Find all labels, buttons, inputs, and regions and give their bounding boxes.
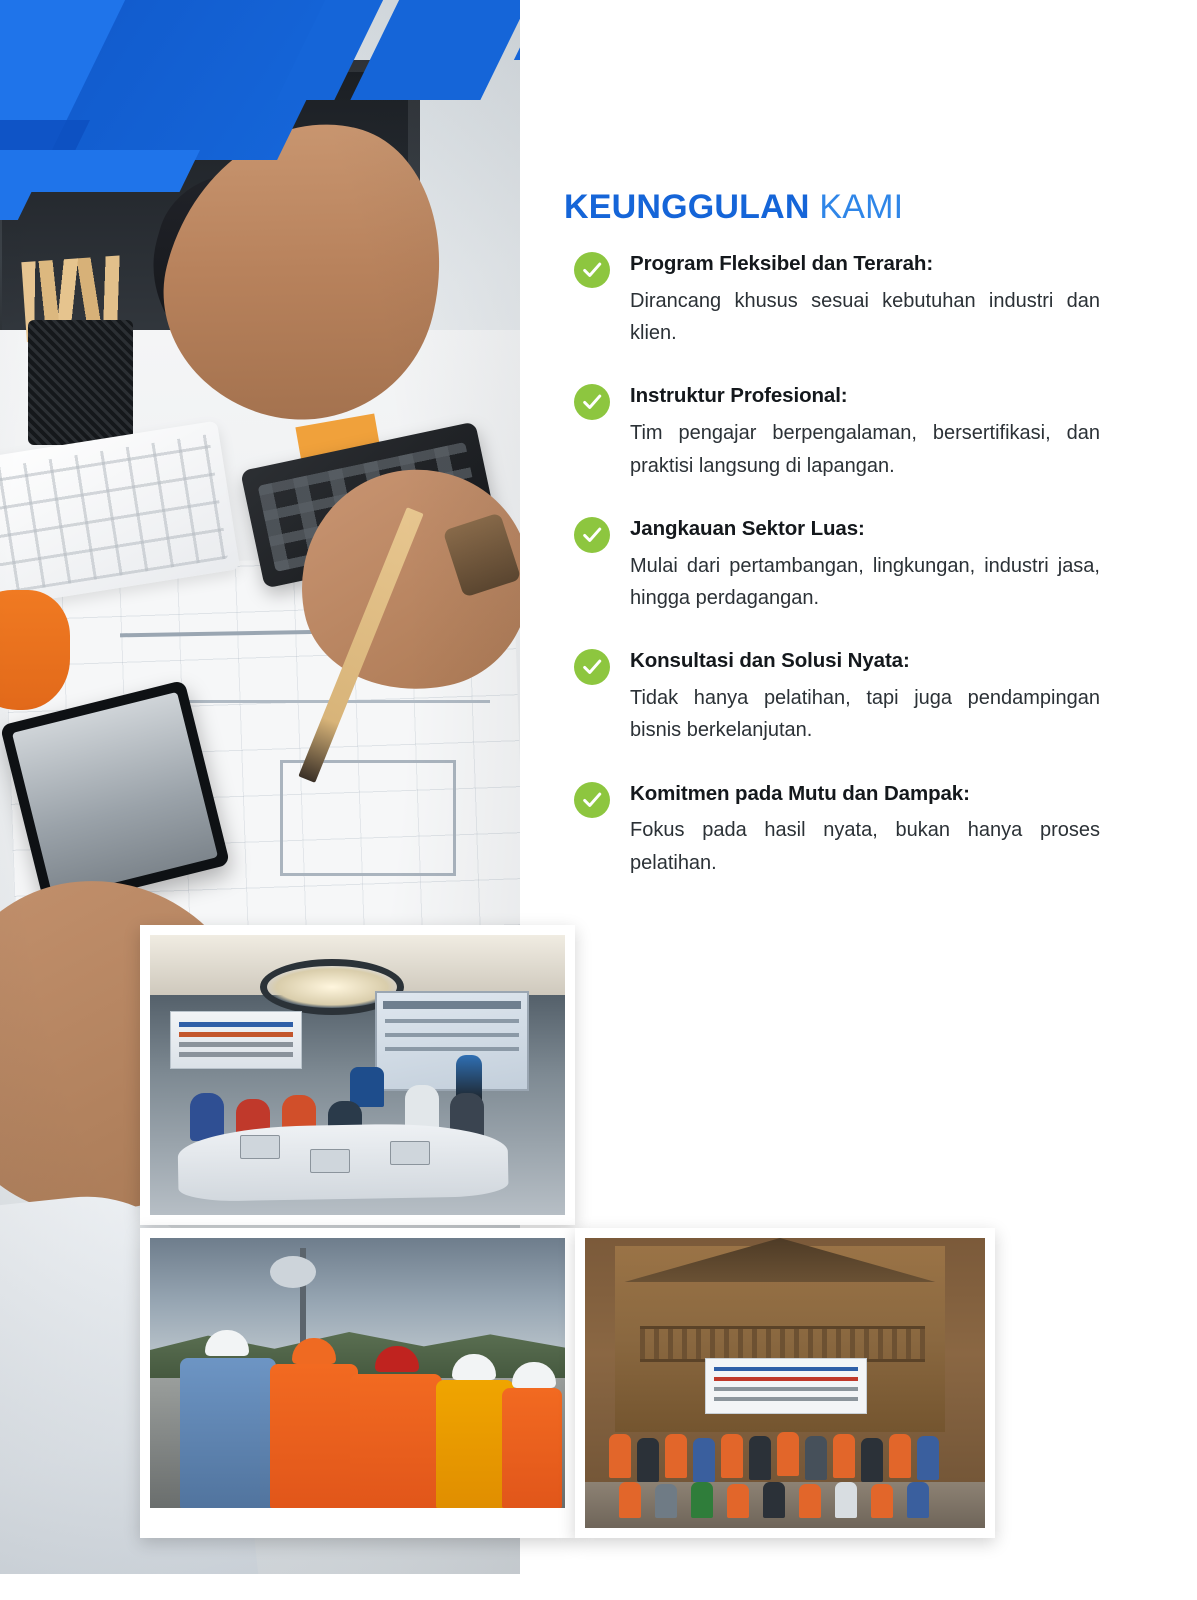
- feature-item: [564, 647, 1164, 746]
- participant: [861, 1438, 883, 1482]
- feature-body: Dirancang khusus sesuai kebutuhan industri dan klien.: [630, 289, 1100, 345]
- participant: [917, 1436, 939, 1480]
- participant: [799, 1484, 821, 1518]
- event-backdrop-banner: [170, 1011, 302, 1069]
- feature-item: [564, 780, 1164, 879]
- section-heading: [564, 188, 903, 227]
- participant: [655, 1484, 677, 1518]
- participant: [777, 1432, 799, 1476]
- balcony-railing: [640, 1326, 925, 1362]
- participant: [691, 1482, 713, 1518]
- worker: [270, 1364, 358, 1508]
- participant: [907, 1482, 929, 1518]
- check-circle-icon: [574, 649, 610, 685]
- feature-item: [564, 250, 1164, 349]
- feature-title: Konsultasi dan Solusi Nyata:: [630, 649, 910, 673]
- participant: [727, 1484, 749, 1518]
- photo-inner: [150, 1238, 565, 1528]
- page-bottom-margin: [0, 1574, 1197, 1600]
- feature-title: Program Fleksibel dan Terarah:: [630, 252, 934, 275]
- laptop: [390, 1141, 430, 1165]
- feature-title: Jangkauan Sektor Luas:: [630, 516, 865, 540]
- participant: [833, 1434, 855, 1478]
- group-participants-wooden-building-photo: [575, 1228, 995, 1538]
- participant: [749, 1436, 771, 1480]
- participant: [619, 1482, 641, 1518]
- feature-item: [564, 382, 1164, 481]
- participant: [637, 1438, 659, 1482]
- photo-inner: [585, 1238, 985, 1528]
- training-meeting-room-photo: [140, 925, 575, 1225]
- worker: [180, 1358, 276, 1508]
- participant: [805, 1436, 827, 1480]
- participant: [190, 1093, 224, 1141]
- heading-bold: KEUNGGULAN: [564, 188, 810, 226]
- participant: [350, 1067, 384, 1107]
- participant: [721, 1434, 743, 1478]
- feature-body: Tidak hanya pelatihan, tapi juga pendampingan bisnis berkelanjutan.: [630, 687, 1100, 742]
- feature-title: Komitmen pada Mutu dan Dampak:: [630, 781, 970, 805]
- participant: [871, 1484, 893, 1518]
- participant: [835, 1482, 857, 1518]
- event-banner: [705, 1358, 867, 1414]
- satellite-dish: [270, 1256, 316, 1288]
- check-circle-icon: [574, 252, 610, 288]
- features-list: [564, 250, 1164, 912]
- feature-body: Mulai dari pertambangan, lingkungan, industri jasa, hingga perdagangan.: [630, 554, 1100, 609]
- field-workers-safety-vest-photo: [140, 1228, 575, 1538]
- photo-inner: [150, 935, 565, 1215]
- participant: [665, 1434, 687, 1478]
- projector-screen: [375, 991, 529, 1091]
- heading-light: KAMI: [819, 188, 904, 226]
- laptop: [240, 1135, 280, 1159]
- worker: [502, 1388, 562, 1508]
- check-circle-icon: [574, 384, 610, 420]
- feature-body: Fokus pada hasil nyata, bukan hanya proses pelatihan.: [630, 819, 1100, 874]
- feature-item: [564, 515, 1164, 614]
- participant: [889, 1434, 911, 1478]
- participant: [763, 1482, 785, 1518]
- feature-title: Instruktur Profesional:: [630, 384, 848, 408]
- participant: [693, 1438, 715, 1482]
- participant: [609, 1434, 631, 1478]
- check-circle-icon: [574, 782, 610, 818]
- feature-body: Tim pengajar berpengalaman, bersertifikasi, dan praktisi langsung di lapangan.: [630, 422, 1100, 477]
- worker: [350, 1374, 442, 1508]
- laptop: [310, 1149, 350, 1173]
- check-circle-icon: [574, 517, 610, 553]
